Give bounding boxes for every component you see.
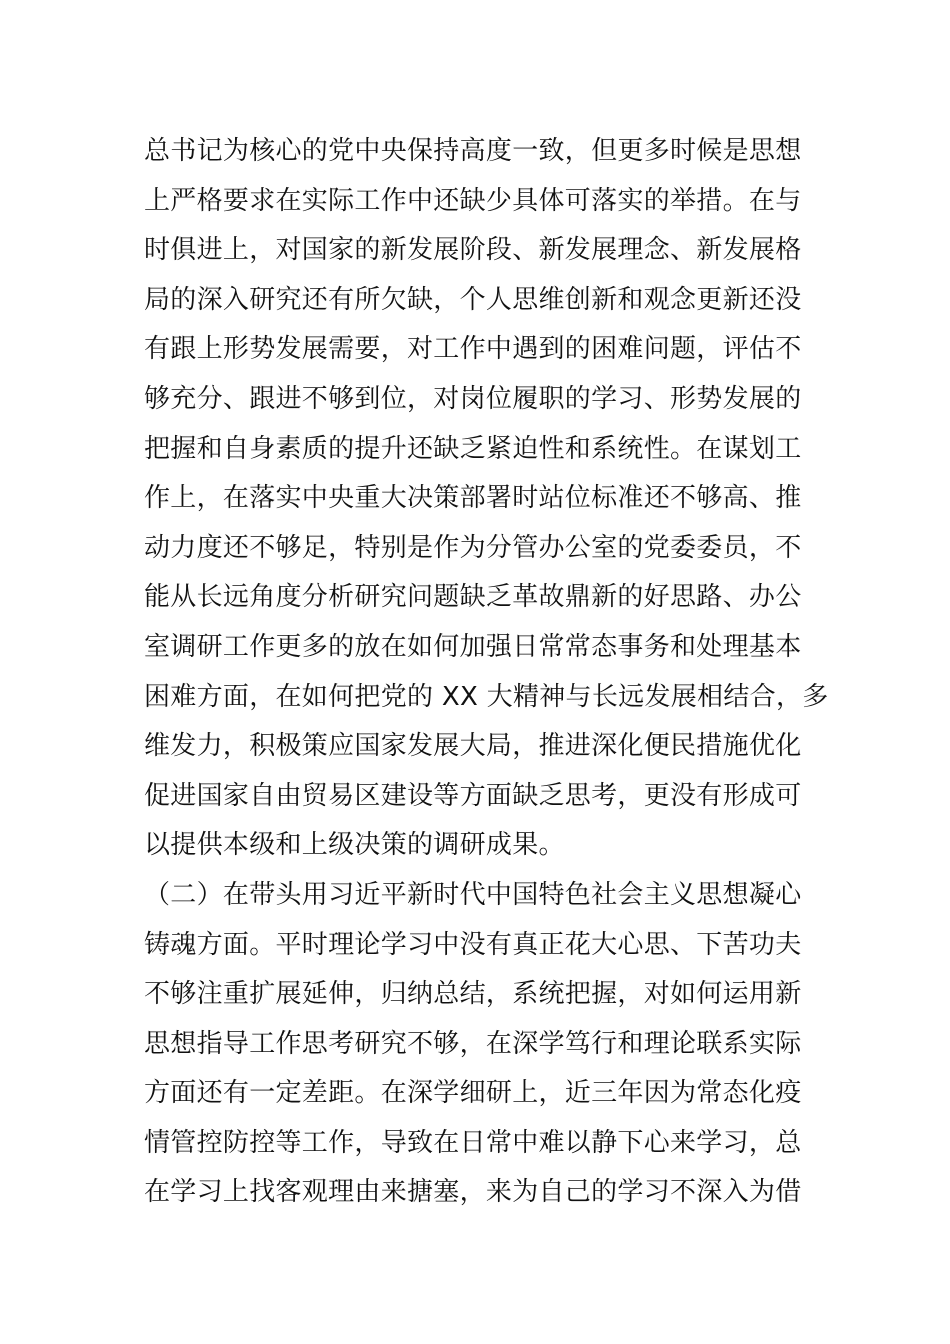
text-line-22: 在学习上找客观理由来搪塞，来为自己的学习不深入为借 bbox=[144, 1177, 802, 1208]
text-line-6: 够充分、跟进不够到位，对岗位履职的学习、形势发展的 bbox=[144, 383, 802, 414]
text-line-13: 维发力，积极策应国家发展大局，推进深化便民措施优化 bbox=[144, 731, 802, 762]
text-line-8: 作上，在落实中央重大决策部署时站位标准还不够高、推 bbox=[144, 483, 802, 514]
text-line-12: 困难方面，在如何把党的 XX 大精神与长远发展相结合，多 bbox=[144, 681, 829, 712]
text-line-10: 能从长远角度分析研究问题缺乏革故鼎新的好思路、办公 bbox=[144, 582, 802, 613]
text-line-20: 方面还有一定差距。在深学细研上，近三年因为常态化疫 bbox=[144, 1078, 802, 1109]
body-text bbox=[144, 127, 829, 1218]
text-line-11: 室调研工作更多的放在如何加强日常常态事务和处理基本 bbox=[144, 631, 802, 662]
text-line-9: 动力度还不够足，特别是作为分管办公室的党委委员，不 bbox=[144, 532, 802, 563]
text-line-5: 有跟上形势发展需要，对工作中遇到的困难问题，评估不 bbox=[144, 334, 802, 365]
text-line-17: 铸魂方面。平时理论学习中没有真正花大心思、下苦功夫 bbox=[144, 929, 802, 960]
text-line-18: 不够注重扩展延伸，归纳总结，系统把握，对如何运用新 bbox=[144, 979, 802, 1010]
text-line-2: 上严格要求在实际工作中还缺少具体可落实的举措。在与 bbox=[144, 185, 802, 216]
text-line-3: 时俱进上，对国家的新发展阶段、新发展理念、新发展格 bbox=[144, 235, 802, 266]
text-line-15: 以提供本级和上级决策的调研成果。 bbox=[144, 830, 565, 861]
text-line-1: 总书记为核心的党中央保持高度一致，但更多时候是思想 bbox=[144, 136, 802, 166]
text-line-19: 思想指导工作思考研究不够，在深学笃行和理论联系实际 bbox=[144, 1028, 802, 1059]
text-line-4: 局的深入研究还有所欠缺，个人思维创新和观念更新还没 bbox=[144, 284, 802, 315]
text-line-7: 把握和自身素质的提升还缺乏紧迫性和系统性。在谋划工 bbox=[144, 433, 802, 464]
text-line-16: （二）在带头用习近平新时代中国特色社会主义思想凝心 bbox=[144, 879, 802, 910]
text-line-14: 促进国家自由贸易区建设等方面缺乏思考，更没有形成可 bbox=[144, 780, 802, 811]
text-line-21: 情管控防控等工作，导致在日常中难以静下心来学习，总 bbox=[144, 1127, 802, 1158]
